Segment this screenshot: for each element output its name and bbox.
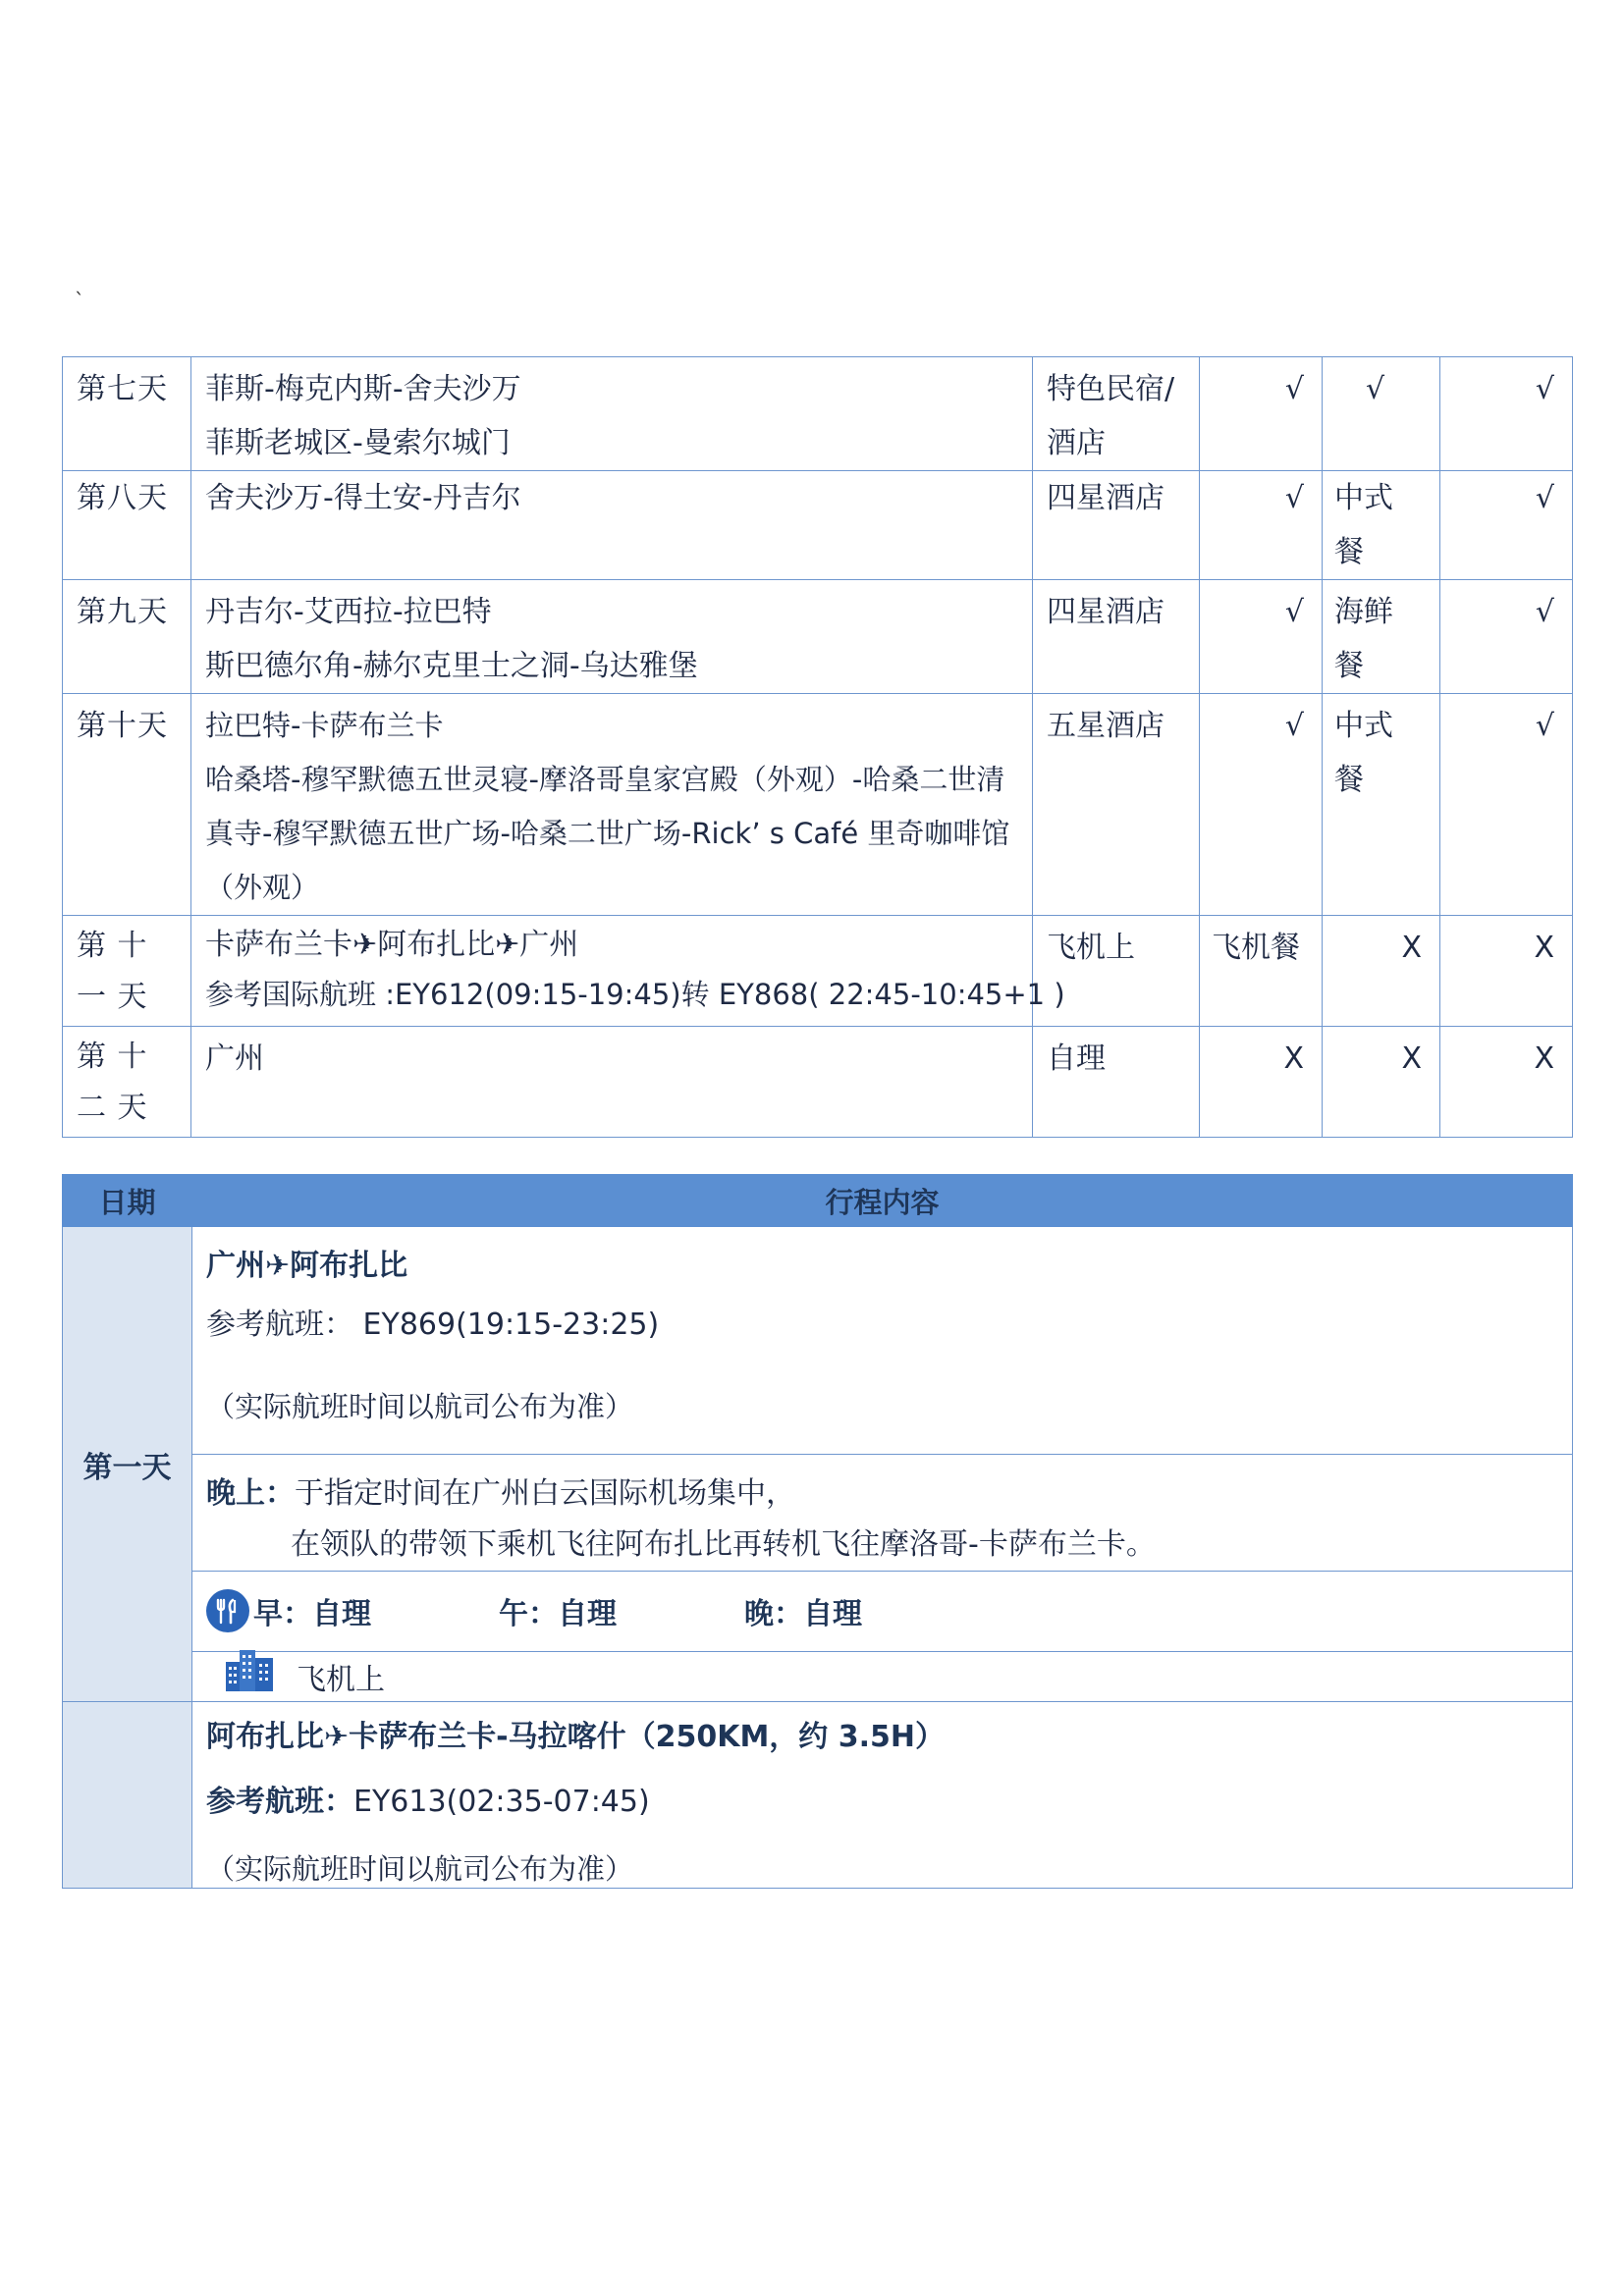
day-cell: 第十天 [63, 694, 191, 916]
dinner-meal: 晚：自理 [744, 1597, 862, 1631]
day1-hotel-block [192, 1652, 1573, 1702]
table-row [63, 694, 1573, 916]
day1-flight-block [192, 1227, 1573, 1455]
lunch-cell: X [1323, 1027, 1440, 1138]
lunch-meal: 午：自理 [499, 1597, 617, 1631]
day1-flight: 参考航班： EY869(19:15-23:25) [206, 1308, 660, 1342]
date-header: 日期 [63, 1175, 192, 1227]
table-row [63, 1227, 1573, 1455]
route-cell: 拉巴特-卡萨布兰卡 哈桑塔-穆罕默德五世灵寝-摩洛哥皇家宫殿（外观）-哈桑二世清 真寺-穆罕默德五世广场-哈桑二世广场-Rick’ s Café 里奇咖啡馆 （外观） [191, 694, 1033, 916]
itinerary-summary-table [62, 356, 1573, 1138]
day1-evening-block [192, 1455, 1573, 1572]
breakfast-cell: √ [1200, 580, 1323, 694]
route-cell: 广州 [191, 1027, 1033, 1138]
day-cell: 第八天 [63, 471, 191, 580]
dinner-cell: √ [1440, 694, 1573, 916]
day-cell: 第九天 [63, 580, 191, 694]
breakfast-cell: √ [1200, 357, 1323, 471]
dinner-cell: X [1440, 916, 1573, 1027]
evening-text-2: 在领队的带领下乘机飞往阿布扎比再转机飞往摩洛哥-卡萨布兰卡。 [291, 1527, 1156, 1562]
table-row [63, 1652, 1573, 1702]
day1-meals-block [192, 1572, 1573, 1652]
table-row [63, 471, 1573, 580]
breakfast-cell: √ [1200, 694, 1323, 916]
header-row [63, 1175, 1573, 1227]
itinerary-detail-table [62, 1174, 1573, 1889]
header-mark: ` [75, 289, 84, 312]
day1-note: （实际航班时间以航司公布为准） [206, 1390, 634, 1423]
dining-icon [206, 1589, 249, 1632]
table-row [63, 1455, 1573, 1572]
breakfast-cell: X [1200, 1027, 1323, 1138]
table-row [63, 357, 1573, 471]
dinner-cell: X [1440, 1027, 1573, 1138]
breakfast-meal: 早：自理 [253, 1597, 371, 1631]
lunch-cell: √ [1323, 357, 1440, 471]
table-row [63, 1702, 1573, 1889]
lunch-cell: X [1323, 916, 1440, 1027]
route-cell: 丹吉尔-艾西拉-拉巴特 斯巴德尔角-赫尔克里士之洞-乌达雅堡 [191, 580, 1033, 694]
hotel-cell: 飞机上 [1033, 916, 1200, 1027]
day1-title: 广州✈阿布扎比 [206, 1249, 408, 1283]
hotel-cell: 四星酒店 [1033, 580, 1200, 694]
content-header: 行程内容 [192, 1175, 1573, 1227]
dinner-cell: √ [1440, 471, 1573, 580]
lunch-cell: 海鲜餐 [1323, 580, 1440, 694]
breakfast-cell: √ [1200, 471, 1323, 580]
day-cell: 第七天 [63, 357, 191, 471]
table-row [63, 916, 1573, 1027]
breakfast-cell: 飞机餐 [1200, 916, 1323, 1027]
hotel-cell: 四星酒店 [1033, 471, 1200, 580]
hotel-cell: 特色民宿/ 酒店 [1033, 357, 1200, 471]
day2-title: 阿布扎比✈卡萨布兰卡-马拉喀什（250KM，约 3.5H） [206, 1720, 946, 1754]
route-cell: 舍夫沙万-得土安-丹吉尔 [191, 471, 1033, 580]
dinner-cell: √ [1440, 357, 1573, 471]
day2-flight-block [192, 1702, 1573, 1889]
hotel-building-icon [224, 1648, 275, 1699]
day2-flight-label: 参考航班： [206, 1785, 353, 1819]
hotel-cell: 五星酒店 [1033, 694, 1200, 916]
lunch-cell: 中式餐 [1323, 471, 1440, 580]
day-cell: 第 十 一 天 [63, 916, 191, 1027]
day-label [63, 1702, 192, 1889]
day-cell: 第 十 二 天 [63, 1027, 191, 1138]
route-cell: 菲斯-梅克内斯-舍夫沙万 菲斯老城区-曼索尔城门 [191, 357, 1033, 471]
route-cell: 卡萨布兰卡✈阿布扎比✈广州 参考国际航班 :EY612(09:15-19:45)转 EY868( 22:45-10:45+1 ) [191, 916, 1033, 1027]
table-row [63, 1027, 1573, 1138]
lunch-cell: 中式餐 [1323, 694, 1440, 916]
day2-note: （实际航班时间以航司公布为准） [206, 1852, 634, 1886]
table-row [63, 1572, 1573, 1652]
hotel-cell: 自理 [1033, 1027, 1200, 1138]
evening-text: 于指定时间在广州白云国际机场集中， [295, 1476, 795, 1511]
table-row [63, 580, 1573, 694]
evening-label: 晚上： [206, 1476, 295, 1511]
hotel-text: 飞机上 [297, 1663, 385, 1697]
day2-flight-value: EY613(02:35-07:45) [353, 1785, 650, 1819]
dinner-cell: √ [1440, 580, 1573, 694]
day-label: 第一天 [63, 1227, 192, 1702]
